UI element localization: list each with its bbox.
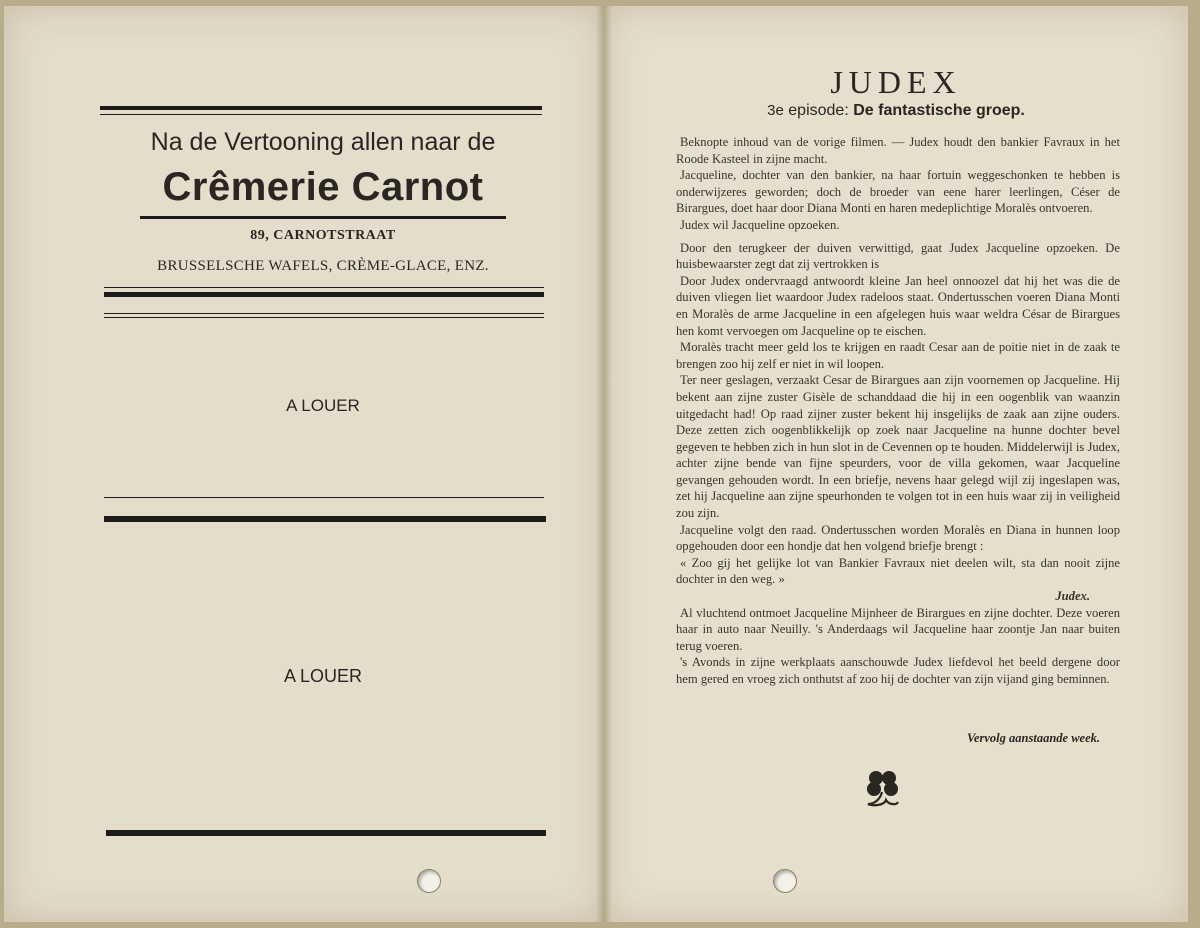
program-title: JUDEX: [830, 64, 962, 100]
synopsis-paragraph: Judex wil Jacqueline opzoeken.: [680, 217, 840, 232]
synopsis-paragraph: Door den terugkeer der duiven verwittigd, gaat Judex Jacqueline opzoeken. De huisbewaarster zegt dat zij vertrokken is: [676, 240, 1120, 272]
ad-business-name: Crêmerie Carnot: [162, 165, 484, 209]
ad-bottom-thin-rule: [104, 287, 544, 288]
synopsis-paragraph: Al vluchtend ontmoet Jacqueline Mijnheer de Birargues en zijne dochter. Deze voeren haar in auto naar Neuilly. 's Anderdaags wil Jacqueline haar zoontje Jan naar buiten terug voeren.: [676, 605, 1120, 653]
episode-heading: [604, 102, 1188, 120]
synopsis-paragraph: Beknopte inhoud van de vorige filmen. — Judex houdt den bankier Favraux in het Roode Kasteel in zijne macht.: [676, 135, 1120, 166]
ad-bottom-double-rule-2: [104, 317, 544, 318]
clover-ornament-icon: [862, 766, 904, 810]
mid-thick-rule: [104, 516, 546, 522]
page-gutter: [596, 6, 612, 922]
episode-title: De fantastische groep.: [853, 102, 1025, 119]
episode-prefix: episode:: [788, 102, 849, 119]
synopsis-paragraph: Jacqueline volgt den raad. Ondertusschen worden Moralès en Diana in hunnen loop opgehouden door een hondje dat hen volgend briefje brengt :: [676, 522, 1120, 554]
continued-next-week: Vervolg aanstaande week.: [967, 731, 1100, 745]
episode-number: 3e: [767, 102, 784, 119]
letter-signature: Judex.: [1055, 589, 1090, 604]
synopsis-paragraph: Ter neer geslagen, verzaakt Cesar de Birargues aan zijn voornemen op Jacqueline. Hij bekent aan zijne zuster Gisèle de schanddaad die hij in een oogenblik van waanzin uitgedacht had! Op raad zijner zuster bekent hij insgelijks de zaak aan zijne ouders. Deze zetten zich oogenblikkelijk op zoek naar Jacqueline na hunne dochter bevel gegeven te hebben zich in hun slot in de Cevennen op te houden. Middelerwijl is Judex, achter zijne bende van fijne speurders, voor de villa gekomen, waar Jacqueline gevangen gehouden wordt. In een briefje, nevens haar gelegd wijl zij ingeslapen was, zet hij Jacqueline aan zijne speurhonden te volgen tot in een huis waar zij in veiligheid zou zijn.: [676, 373, 1120, 521]
punch-hole-left: [417, 869, 441, 893]
ad-top-rule: [100, 106, 542, 110]
synopsis-paragraph: 's Avonds in zijne werkplaats aanschouwde Judex liefdevol het beeld dergene door hem gered en vroeg zich onthutst af zoo hij de dochter van zijn vijand ging beminnen.: [676, 655, 1120, 686]
a-louer-text-2: A LOUER: [283, 666, 363, 686]
letter-quote: « Zoo gij het gelijke lot van Bankier Favraux niet deelen wilt, sta dan nooit zijne dochter in den weg. »: [676, 555, 1120, 587]
synopsis-body: [676, 134, 1120, 688]
synopsis-paragraph: Door Judex ondervraagd antwoordt kleine Jan heel onnoozel dat hij het was die de duiven vliegen liet waardoor Judex radeloos staat. Ondertusschen voeren Diana Monti en Moralès de arme Jacqueline in een afgelegen huis waar weldra César de Birargues hen komt vervoegen om Jacqueline op te eischen.: [676, 273, 1120, 338]
ad-bottom-rule: [104, 292, 544, 297]
synopsis-paragraph: Jacqueline, dochter van den bankier, na haar fortuin weggeschonken te hebben is onderwijzeres geworden; doch de broeder van eene harer leerlingen, Céser de Birargues, doet haar door Diana Monti en haren medeplichtige Moralès ontvoeren.: [676, 168, 1120, 216]
mid-thin-rule: [104, 497, 544, 498]
ad-intro-text: Na de Vertooning allen naar de: [150, 128, 496, 156]
ad-name-underline: [140, 216, 506, 219]
a-louer-text-1: A LOUER: [286, 396, 360, 415]
ad-top-thin-rule: [100, 114, 542, 115]
ad-goods-list: BRUSSELSCHE WAFELS, CRÈME-GLACE, ENZ.: [157, 258, 489, 274]
ad-address: 89, CARNOTSTRAAT: [250, 228, 396, 243]
ad-bottom-double-rule-1: [104, 313, 544, 314]
synopsis-paragraph: Moralès tracht meer geld los te krijgen en raadt Cesar aan de poitie niet in de zaak te brengen zoo hij zelf er niet in wil loopen.: [676, 340, 1120, 371]
bottom-thick-rule: [106, 830, 546, 836]
punch-hole-right: [773, 869, 797, 893]
